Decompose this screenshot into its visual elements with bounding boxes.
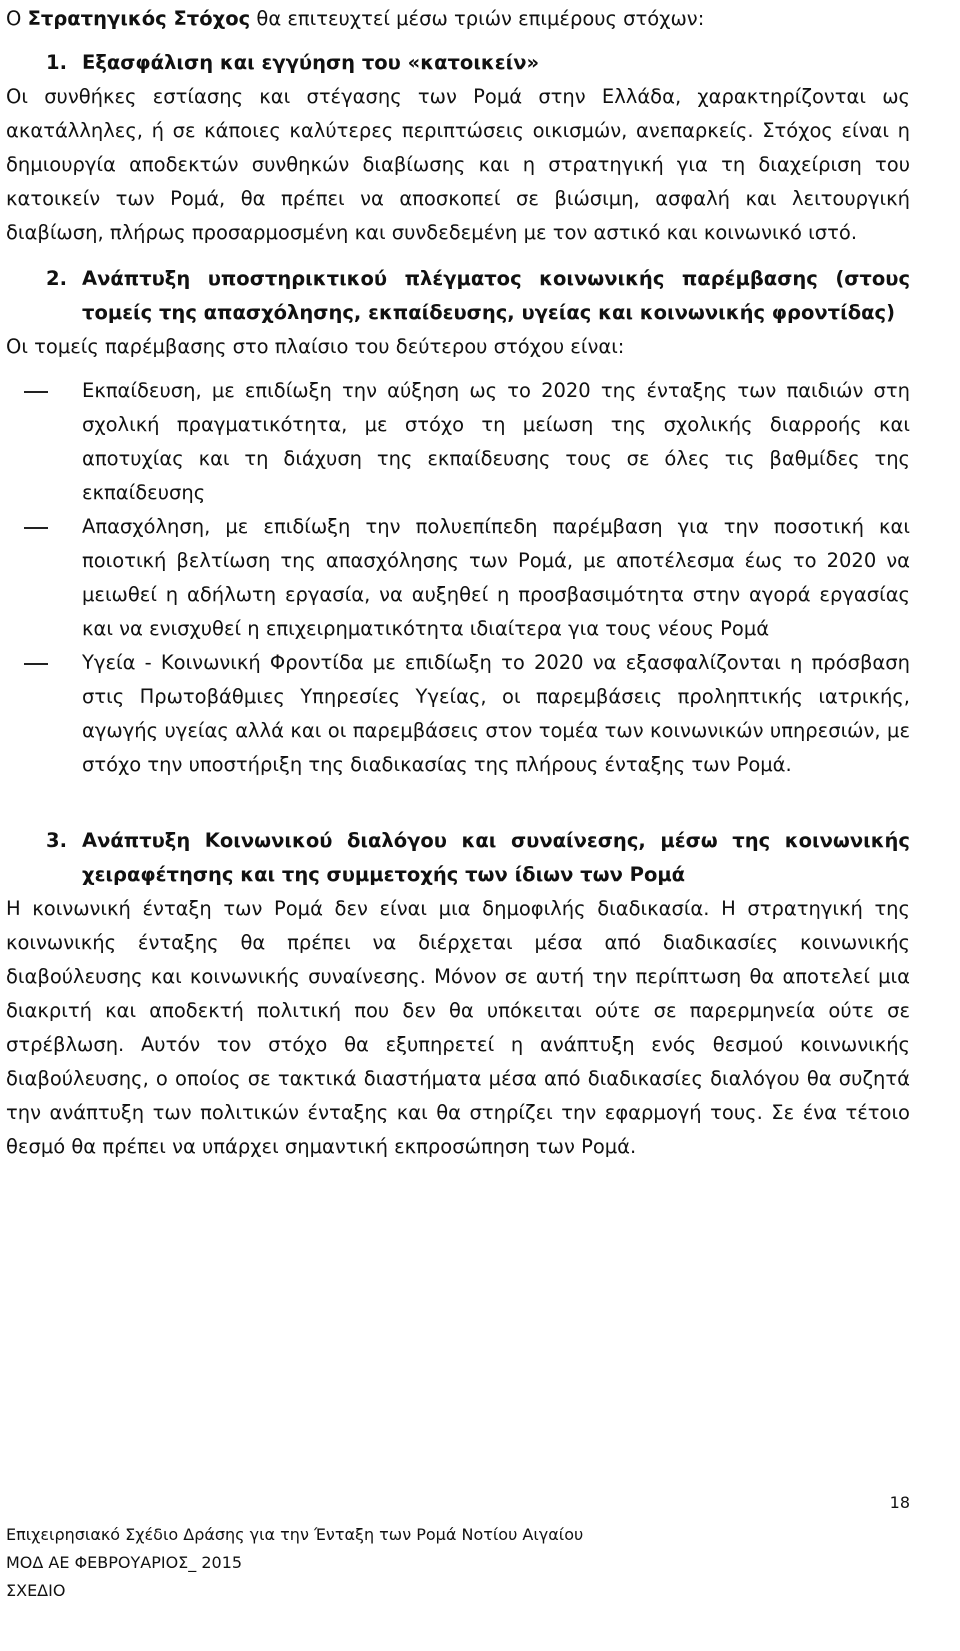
section2-list	[6, 374, 910, 782]
intro-paragraph	[6, 2, 910, 36]
list-item	[6, 374, 910, 510]
section3-heading-text: Ανάπτυξη Κοινωνικού διαλόγου και συναίνεσης, μέσω της κοινωνικής χειραφέτησης και της συμμετοχής των ίδιων των Ρομά	[82, 829, 910, 886]
section2-heading-text: Ανάπτυξη υποστηρικτικού πλέγματος κοινωνικής παρέμβασης (στους τομείς της απασχόλησης, εκπαίδευσης, υγείας και κοινωνικής φροντίδας)	[82, 267, 910, 324]
page-footer	[6, 1493, 910, 1605]
section3-heading	[6, 824, 910, 892]
list-item	[6, 646, 910, 782]
section1-heading	[6, 46, 910, 80]
list-item-text: Υγεία - Κοινωνική Φροντίδα με επιδίωξη το 2020 να εξασφαλίζονται η πρόσβαση στις Πρωτοβάθμιες Υπηρεσίες Υγείας, οι παρεμβάσεις προληπτικής ιατρικής, αγωγής υγείας αλλά και οι παρεμβάσεις στον τομέα των κοινωνικών υπηρεσιών, με στόχο την υποστήριξη της διαδικασίας της πλήρους ένταξης των Ρομά.	[82, 651, 910, 776]
footer-line-draft: ΣΧΕΔΙΟ	[6, 1581, 66, 1600]
list-item-text: Εκπαίδευση, με επιδίωξη την αύξηση ως το 2020 της ένταξης των παιδιών στη σχολική πραγματικότητα, με στόχο τη μείωση της σχολικής διαρροής και αποτυχίας και τη διάχυση της εκπαίδευσης τους σε όλες τις βαθμίδες της εκπαίδευσης	[82, 379, 910, 504]
dash-bullet	[6, 646, 82, 680]
page-number: 18	[889, 1493, 910, 1512]
dash-bullet	[6, 510, 82, 544]
section2-number: 2.	[46, 267, 67, 290]
section2-heading	[6, 262, 910, 330]
section3-number: 3.	[46, 829, 67, 852]
intro-post: θα επιτευχτεί μέσω τριών επιμέρους στόχων:	[250, 7, 705, 30]
list-item	[6, 510, 910, 646]
section3-body: Η κοινωνική ένταξη των Ρομά δεν είναι μια δημοφιλής διαδικασία. Η στρατηγική της κοινωνικής ένταξης θα πρέπει να διέρχεται μέσα από διαδικασίες κοινωνικής διαβούλευσης και κοινωνικής συναίνεσης. Μόνον σε αυτή την περίπτωση θα αποτελεί μια διακριτή και αποδεκτή πολιτική που δεν θα υπόκειται ούτε σε παρερμηνεία ούτε σε στρέβλωση. Αυτόν τον στόχο θα εξυπηρετεί η ανάπτυξη ενός θεσμού κοινωνικής διαβούλευσης, ο οποίος σε τακτικά διαστήματα μέσα από διαδικασίες διαλόγου θα συζητά την ανάπτυξη των πολιτικών ένταξης και θα στηρίζει την εφαρμογή τους. Σε ένα τέτοιο θεσμό θα πρέπει να υπάρχει σημαντική εκπροσώπηση των Ρομά.	[6, 897, 910, 1158]
intro-pre: Ο	[6, 7, 28, 30]
footer-line-title: Επιχειρησιακό Σχέδιο Δράσης για την Ένταξη των Ρομά Νοτίου Αιγαίου	[6, 1525, 584, 1544]
dash-bullet	[6, 374, 82, 408]
section2-intro: Οι τομείς παρέμβασης στο πλαίσιο του δεύτερου στόχου είναι:	[6, 335, 625, 358]
list-item-text: Απασχόληση, με επιδίωξη την πολυεπίπεδη παρέμβαση για την ποσοτική και ποιοτική βελτίωση της απασχόλησης των Ρομά, με αποτέλεσμα έως το 2020 να μειωθεί η αδήλωτη εργασία, να αυξηθεί η προσβασιμότητα στην αγορά εργασίας και να ενισχυθεί η επιχειρηματικότητα ιδιαίτερα για τους νέους Ρομά	[82, 515, 910, 640]
intro-bold: Στρατηγικός Στόχος	[27, 7, 251, 30]
section1-body: Οι συνθήκες εστίασης και στέγασης των Ρομά στην Ελλάδα, χαρακτηρίζονται ως ακατάλληλες, ή σε κάποιες καλύτερες περιπτώσεις οικισμών, ανεπαρκείς. Στόχος είναι η δημιουργία αποδεκτών συνθηκών διαβίωσης και η στρατηγική για τη διαχείριση του κατοικείν των Ρομά, θα πρέπει να αποσκοπεί σε βιώσιμη, ασφαλή και λειτουργική διαβίωση, πλήρως προσαρμοσμένη και συνδεδεμένη με τον αστικό και κοινωνικό ιστό.	[6, 85, 910, 244]
section1-number: 1.	[46, 51, 67, 74]
footer-line-date: ΜΟΔ ΑΕ ΦΕΒΡΟΥΑΡΙΟΣ_ 2015	[6, 1553, 243, 1572]
section1-heading-text: Εξασφάλιση και εγγύηση του «κατοικείν»	[82, 51, 540, 74]
